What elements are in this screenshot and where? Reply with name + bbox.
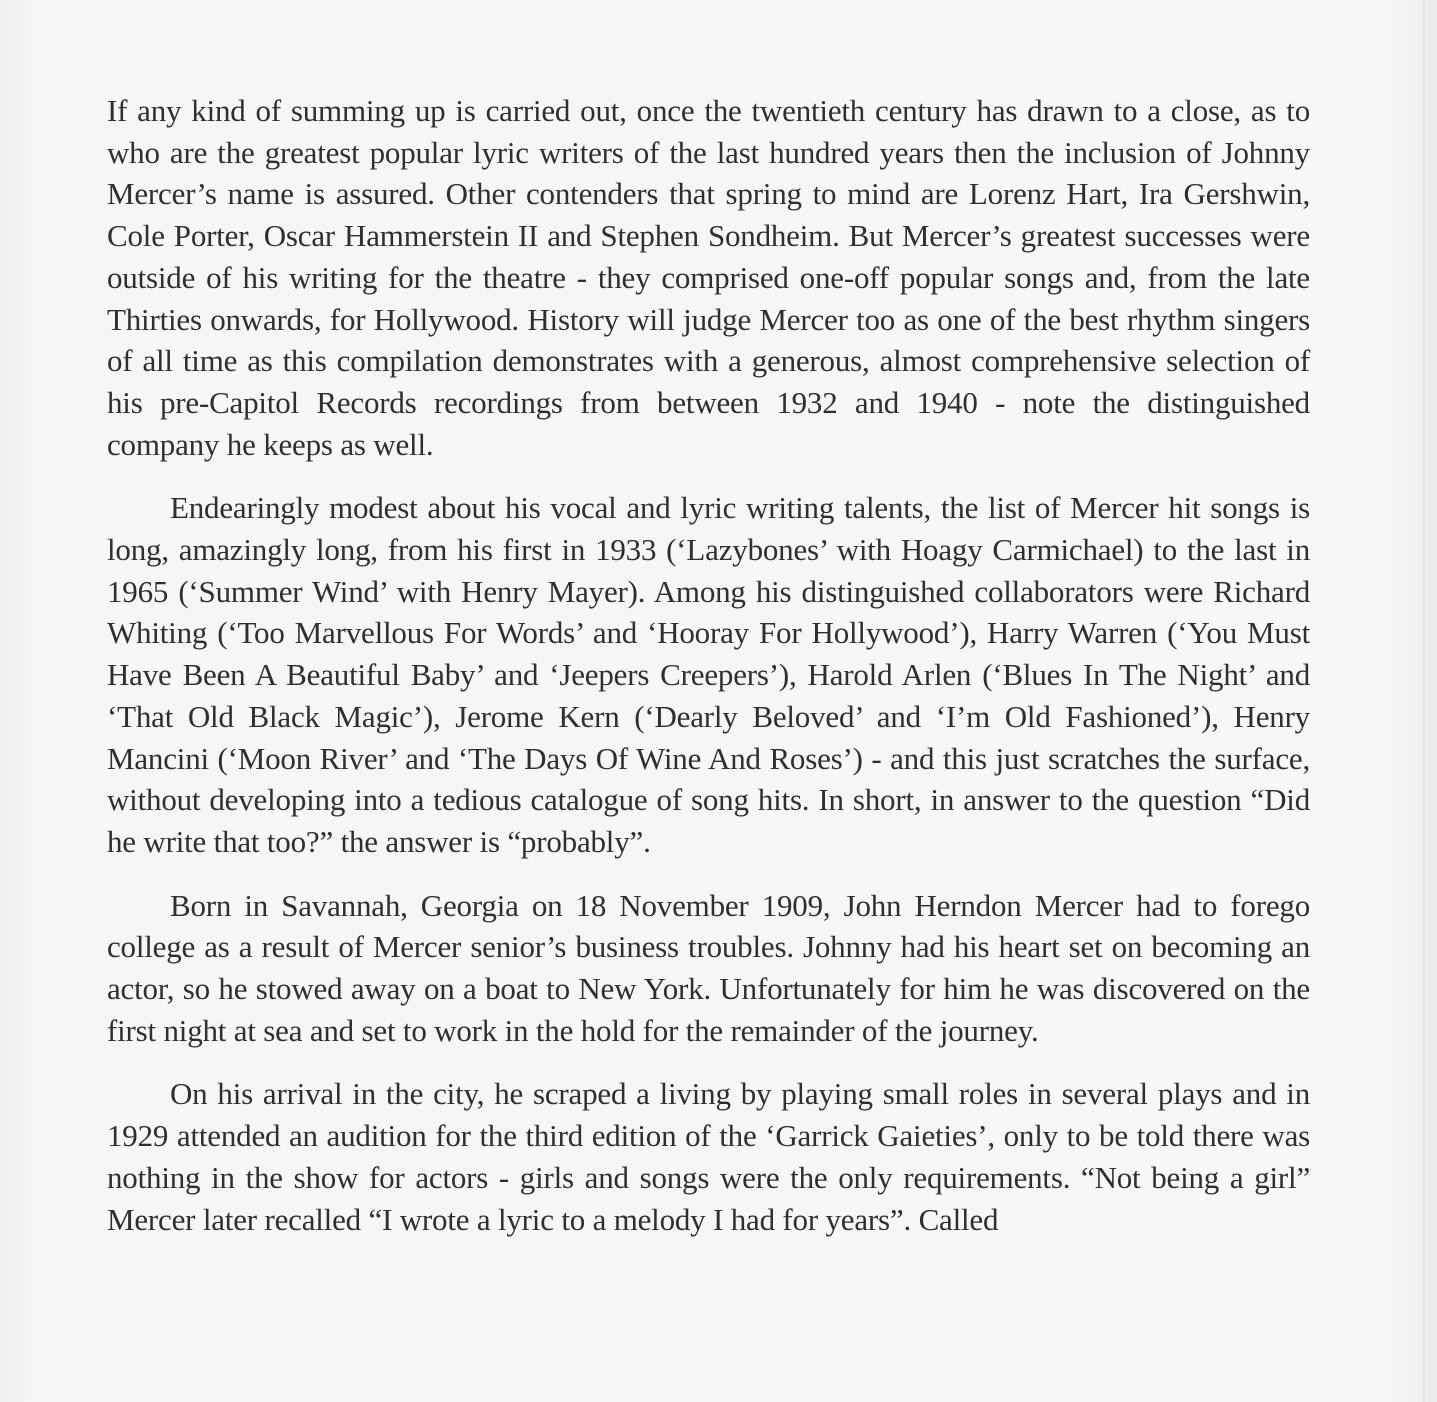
paragraph-3: Born in Savannah, Georgia on 18 November 1909, John Herndon Mercer had to forego college as a result of Mercer senior’s business troubles. Johnny had his heart set on becoming an actor, so he stowed away on a boat to New York. Unfortunately for him he was discovered on the first night at sea and set to work in the hold for the remainder of the journey. <box>107 887 1310 1048</box>
paragraph-4: On his arrival in the city, he scraped a living by playing small roles in several plays and in 1929 attended an audition for the third edition of the ‘Garrick Gaieties’, only to be told there was nothing in the show for actors - girls and songs were the only requirements. “Not being a girl” Mercer later recalled “I wrote a lyric to a melody I had for years”. Called <box>107 1076 1310 1237</box>
paragraph-1: If any kind of summing up is carried out, once the twentieth century has drawn to a close, as to who are the greatest popular lyric writers of the last hundred years then the inclusion of Johnny Mercer’s name is assured. Other contenders that spring to mind are Lorenz Hart, Ira Gershwin, Cole Porter, Oscar Hammerstein II and Stephen Sondheim. But Mercer’s greatest successes were outside of his writing for the theatre - they comprised one-off popular songs and, from the late Thirties onwards, for Hollywood. History will judge Mercer too as one of the best rhythm singers of all time as this compilation demonstrates with a generous, almost comprehensive selection of his pre-Capitol Records recordings from between 1932 and 1940 - note the distinguished company he keeps as well. <box>107 93 1310 462</box>
page-edge <box>1423 0 1425 1402</box>
body-text <box>107 90 1310 1262</box>
paragraph-2: Endearingly modest about his vocal and lyric writing talents, the list of Mercer hit songs is long, amazingly long, from his first in 1933 (‘Lazybones’ with Hoagy Carmichael) to the last in 1965 (‘Summer Wind’ with Henry Mayer). Among his distinguished collaborators were Richard Whiting (‘Too Marvellous For Words’ and ‘Hooray For Hollywood’), Harry Warren (‘You Must Have Been A Beautiful Baby’ and ‘Jeepers Creepers’), Harold Arlen (‘Blues In The Night’ and ‘That Old Black Magic’), Jerome Kern (‘Dearly Beloved’ and ‘I’m Old Fashioned’), Henry Mancini (‘Moon River’ and ‘The Days Of Wine And Roses’) - and this just scratches the surface, without developing into a tedious catalogue of song hits. In short, in answer to the question “Did he write that too?” the answer is “probably”. <box>107 490 1310 859</box>
